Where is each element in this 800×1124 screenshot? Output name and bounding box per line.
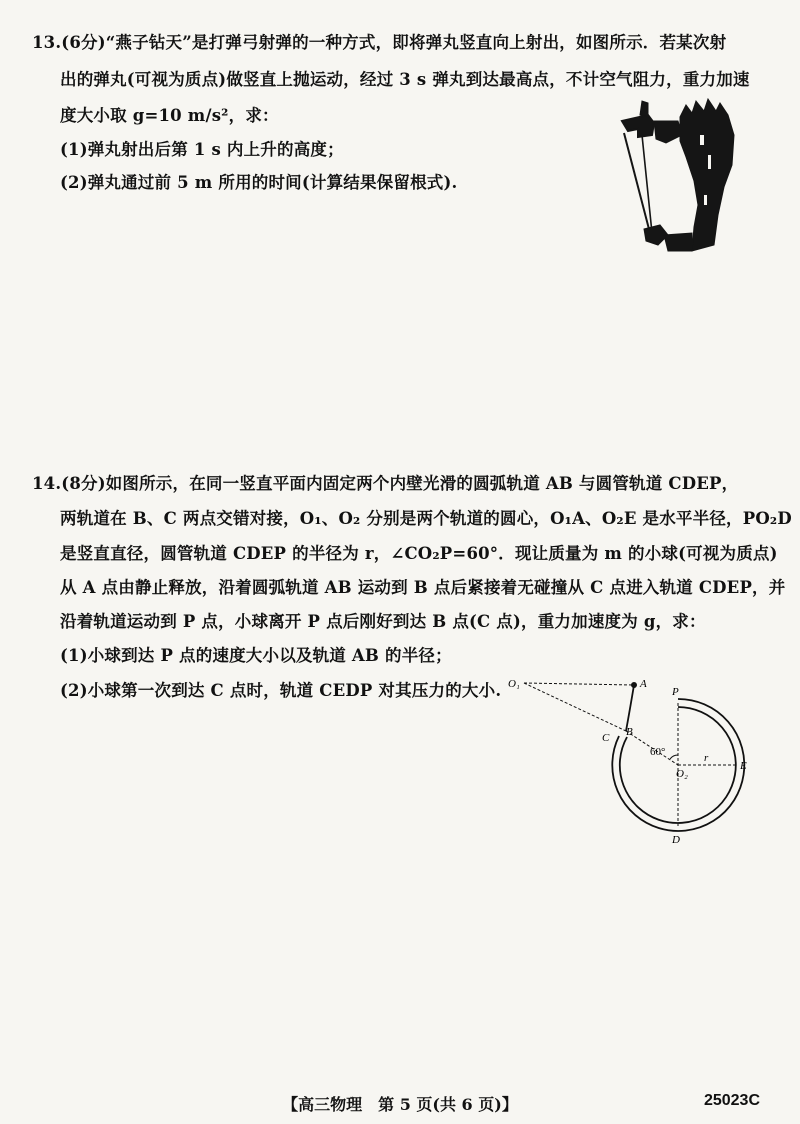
label-O2: O₂ bbox=[676, 768, 688, 780]
q14-line-4: 从 A 点由静止释放，沿着圆弧轨道 AB 运动到 B 点后紧接着无碰撞从 C 点进入轨道 CDEP，并 bbox=[60, 578, 786, 597]
angle-arc bbox=[670, 755, 678, 759]
label-P: P bbox=[672, 686, 679, 698]
label-O1: O₁ bbox=[508, 678, 520, 690]
q13-line-3: 度大小取 g=10 m/s²，求： bbox=[60, 106, 279, 125]
page-footer: 【高三物理 第 5 页(共 6 页)】 bbox=[282, 1095, 518, 1114]
track-diagram bbox=[500, 665, 775, 855]
q13-sub-question-1: (1)弹丸射出后第 1 s 内上升的高度； bbox=[60, 140, 344, 159]
arc-track-AB bbox=[626, 685, 634, 731]
label-D: D bbox=[672, 834, 680, 846]
label-C: C bbox=[602, 732, 610, 744]
q13-line-1: 13.(6分)“燕子钻天”是打弹弓射弹的一种方式，即将弹丸竖直向上射出，如图所示．若某次射 bbox=[32, 33, 727, 52]
q14-line-5: 沿着轨道运动到 P 点，小球离开 P 点后刚好到达 B 点(C 点)，重力加速度为 g，求： bbox=[60, 612, 706, 631]
label-angle: 60° bbox=[650, 746, 666, 758]
q14-sub-question-1: (1)小球到达 P 点的速度大小以及轨道 AB 的半径； bbox=[60, 646, 452, 665]
q13-sub-question-2: (2)弹丸通过前 5 m 所用的时间(计算结果保留根式). bbox=[60, 173, 458, 192]
label-E: E bbox=[740, 760, 747, 772]
q14-line-2: 两轨道在 B、C 两点交错对接，O₁、O₂ 分别是两个轨道的圆心，O₁A、O₂E 是水平半径，PO₂D bbox=[60, 509, 792, 528]
q13-line-2: 出的弹丸(可视为质点)做竖直上抛运动，经过 3 s 弹丸到达最高点，不计空气阻力，重力加速 bbox=[60, 70, 750, 89]
q14-line-1: 14.(8分)如图所示，在同一竖直平面内固定两个内壁光滑的圆弧轨道 AB 与圆管轨道 CDEP， bbox=[32, 474, 739, 493]
label-r: r bbox=[704, 752, 709, 764]
radius-O1A bbox=[524, 683, 634, 685]
q14-line-3: 是竖直直径，圆管轨道 CDEP 的半径为 r，∠CO₂P=60°．现让质量为 m 的小球(可视为质点) bbox=[60, 544, 778, 563]
ball bbox=[631, 682, 637, 688]
exam-code: 25023C bbox=[703, 1092, 760, 1109]
label-A: A bbox=[640, 678, 647, 690]
slingshot-figure bbox=[608, 95, 740, 255]
radius-O1B bbox=[524, 683, 626, 731]
label-B: B bbox=[626, 726, 633, 738]
q14-sub-question-2: (2)小球第一次到达 C 点时，轨道 CEDP 对其压力的大小. bbox=[60, 681, 502, 700]
